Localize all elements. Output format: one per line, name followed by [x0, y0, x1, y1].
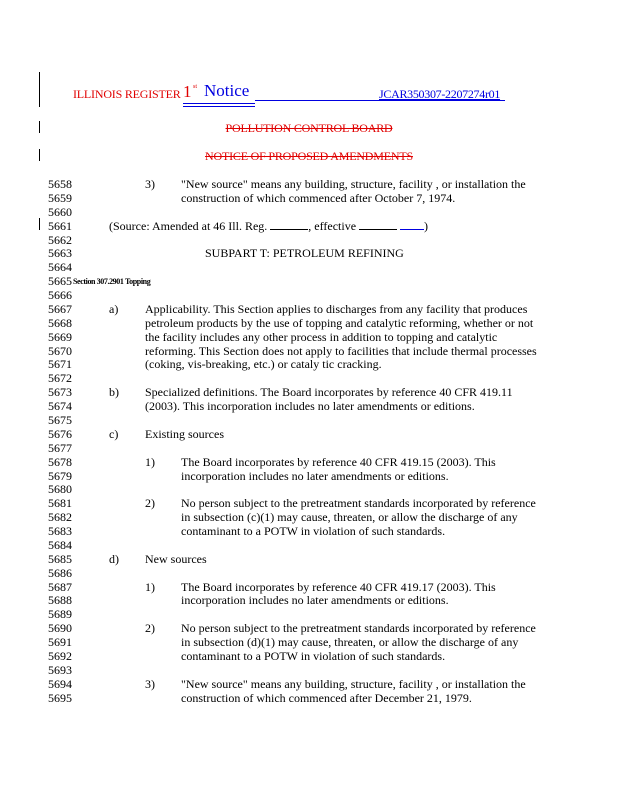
line-number: 5682 — [48, 510, 72, 524]
body-text: incorporation includes no later amendments or editions. — [181, 469, 449, 483]
line-number: 5686 — [48, 566, 72, 580]
line-number: 5666 — [48, 288, 72, 302]
line-number: 5660 — [48, 205, 72, 219]
line-number: 5676 — [48, 427, 72, 441]
line-number: 5669 — [48, 330, 72, 344]
line-number: 5692 — [48, 649, 72, 663]
line-number: 5677 — [48, 441, 72, 455]
line-number: 5683 — [48, 524, 72, 538]
item-label: 3) — [145, 177, 155, 191]
line-number: 5668 — [48, 316, 72, 330]
header-double-line-1 — [183, 103, 255, 104]
header-double-line-2 — [183, 106, 255, 107]
line-number: 5671 — [48, 357, 72, 371]
body-text: The Board incorporates by reference 40 CFR 419.17 (2003). This — [181, 580, 496, 594]
line-number: 5662 — [48, 233, 72, 247]
agency-title: POLLUTION CONTROL BOARD — [225, 121, 393, 135]
line-number: 5667 — [48, 302, 72, 316]
line-number: 5687 — [48, 580, 72, 594]
item-label: 3) — [145, 677, 155, 691]
line-number: 5674 — [48, 399, 72, 413]
item-label: a) — [109, 302, 119, 316]
body-text: the facility includes any other process in addition to topping and catalytic — [145, 330, 498, 344]
body-text: construction of which commenced after December 21, 1979. — [181, 691, 472, 705]
line-number: 5694 — [48, 677, 72, 691]
line-number: 5670 — [48, 344, 72, 358]
source-text: (Source: Amended at 46 Ill. Reg. — [109, 219, 271, 233]
line-number: 5681 — [48, 496, 72, 510]
line-number: 5680 — [48, 482, 72, 496]
line-number: 5690 — [48, 621, 72, 635]
line-number: 5689 — [48, 607, 72, 621]
body-text: contaminant to a POTW in violation of such standards. — [181, 649, 446, 663]
register-title: ILLINOIS REGISTER — [73, 87, 181, 101]
item-label: c) — [109, 427, 119, 441]
body-text: "New source" means any building, structure, facility , or installation the — [181, 177, 526, 191]
item-label: 1) — [145, 455, 155, 469]
line-number: 5688 — [48, 593, 72, 607]
effective-blank — [359, 219, 397, 230]
body-text: construction of which commenced after October 7, 1974. — [181, 191, 456, 205]
item-label: 2) — [145, 621, 155, 635]
notice-label: Notice — [204, 81, 250, 100]
subsection-title: Existing sources — [145, 427, 224, 441]
line-number: 5661 — [48, 219, 72, 233]
body-text: incorporation includes no later amendments or editions. — [181, 593, 449, 607]
line-number: 5665 — [48, 274, 72, 288]
line-number: 5675 — [48, 413, 72, 427]
change-bar-source — [39, 218, 40, 230]
body-text: contaminant to a POTW in violation of such standards. — [181, 524, 446, 538]
line-number: 5695 — [48, 691, 72, 705]
body-text: The Board incorporates by reference 40 CFR 419.15 (2003). This — [181, 455, 496, 469]
body-text: Specialized definitions. The Board incorporates by reference 40 CFR 419.11 — [145, 385, 513, 399]
source-text: ) — [424, 219, 429, 233]
effective-blank-blue — [400, 219, 424, 230]
page-number: 1 — [183, 82, 192, 101]
line-number: 5678 — [48, 455, 72, 469]
body-text: No person subject to the pretreatment standards incorporated by reference — [181, 621, 536, 635]
line-number: 5673 — [48, 385, 72, 399]
line-number: 5658 — [48, 177, 72, 191]
body-text: Applicability. This Section applies to discharges from any facility that produces — [145, 302, 528, 316]
change-bar-header — [39, 72, 40, 107]
line-number: 5663 — [48, 246, 72, 260]
jcar-code: JCAR350307-2207274r01 — [379, 87, 501, 101]
body-text: in subsection (d)(1) may cause, threaten, or allow the discharge of any — [181, 635, 519, 649]
subsection-title: New sources — [145, 552, 207, 566]
body-text: petroleum products by the use of topping and catalytic reforming, whether or not — [145, 316, 534, 330]
reg-blank — [270, 219, 308, 230]
section-heading: Section 307.2901 Topping — [73, 277, 151, 286]
body-text: reforming. This Section does not apply to facilities that include thermal processes — [145, 344, 537, 358]
line-number: 5693 — [48, 663, 72, 677]
item-label: b) — [109, 385, 119, 399]
source-text: , effective — [308, 219, 360, 233]
item-label: d) — [109, 552, 119, 566]
source-note — [109, 219, 428, 233]
line-number: 5685 — [48, 552, 72, 566]
body-text: No person subject to the pretreatment standards incorporated by reference — [181, 496, 536, 510]
line-number: 5679 — [48, 469, 72, 483]
body-text: "New source" means any building, structure, facility , or installation the — [181, 677, 526, 691]
line-number: 5672 — [48, 371, 72, 385]
notice-title: NOTICE OF PROPOSED AMENDMENTS — [205, 149, 413, 163]
line-number: 5664 — [48, 260, 72, 274]
subpart-title: SUBPART T: PETROLEUM REFINING — [205, 246, 404, 260]
line-number: 5684 — [48, 538, 72, 552]
line-number: 5691 — [48, 635, 72, 649]
item-label: 2) — [145, 496, 155, 510]
item-label: 1) — [145, 580, 155, 594]
body-text: (2003). This incorporation includes no later amendments or editions. — [145, 399, 475, 413]
body-text: (coking, vis-breaking, etc.) or cataly tic cracking. — [145, 357, 382, 371]
body-text: in subsection (c)(1) may cause, threaten, or allow the discharge of any — [181, 510, 518, 524]
line-number: 5659 — [48, 191, 72, 205]
page-number-suffix: st — [193, 84, 198, 90]
